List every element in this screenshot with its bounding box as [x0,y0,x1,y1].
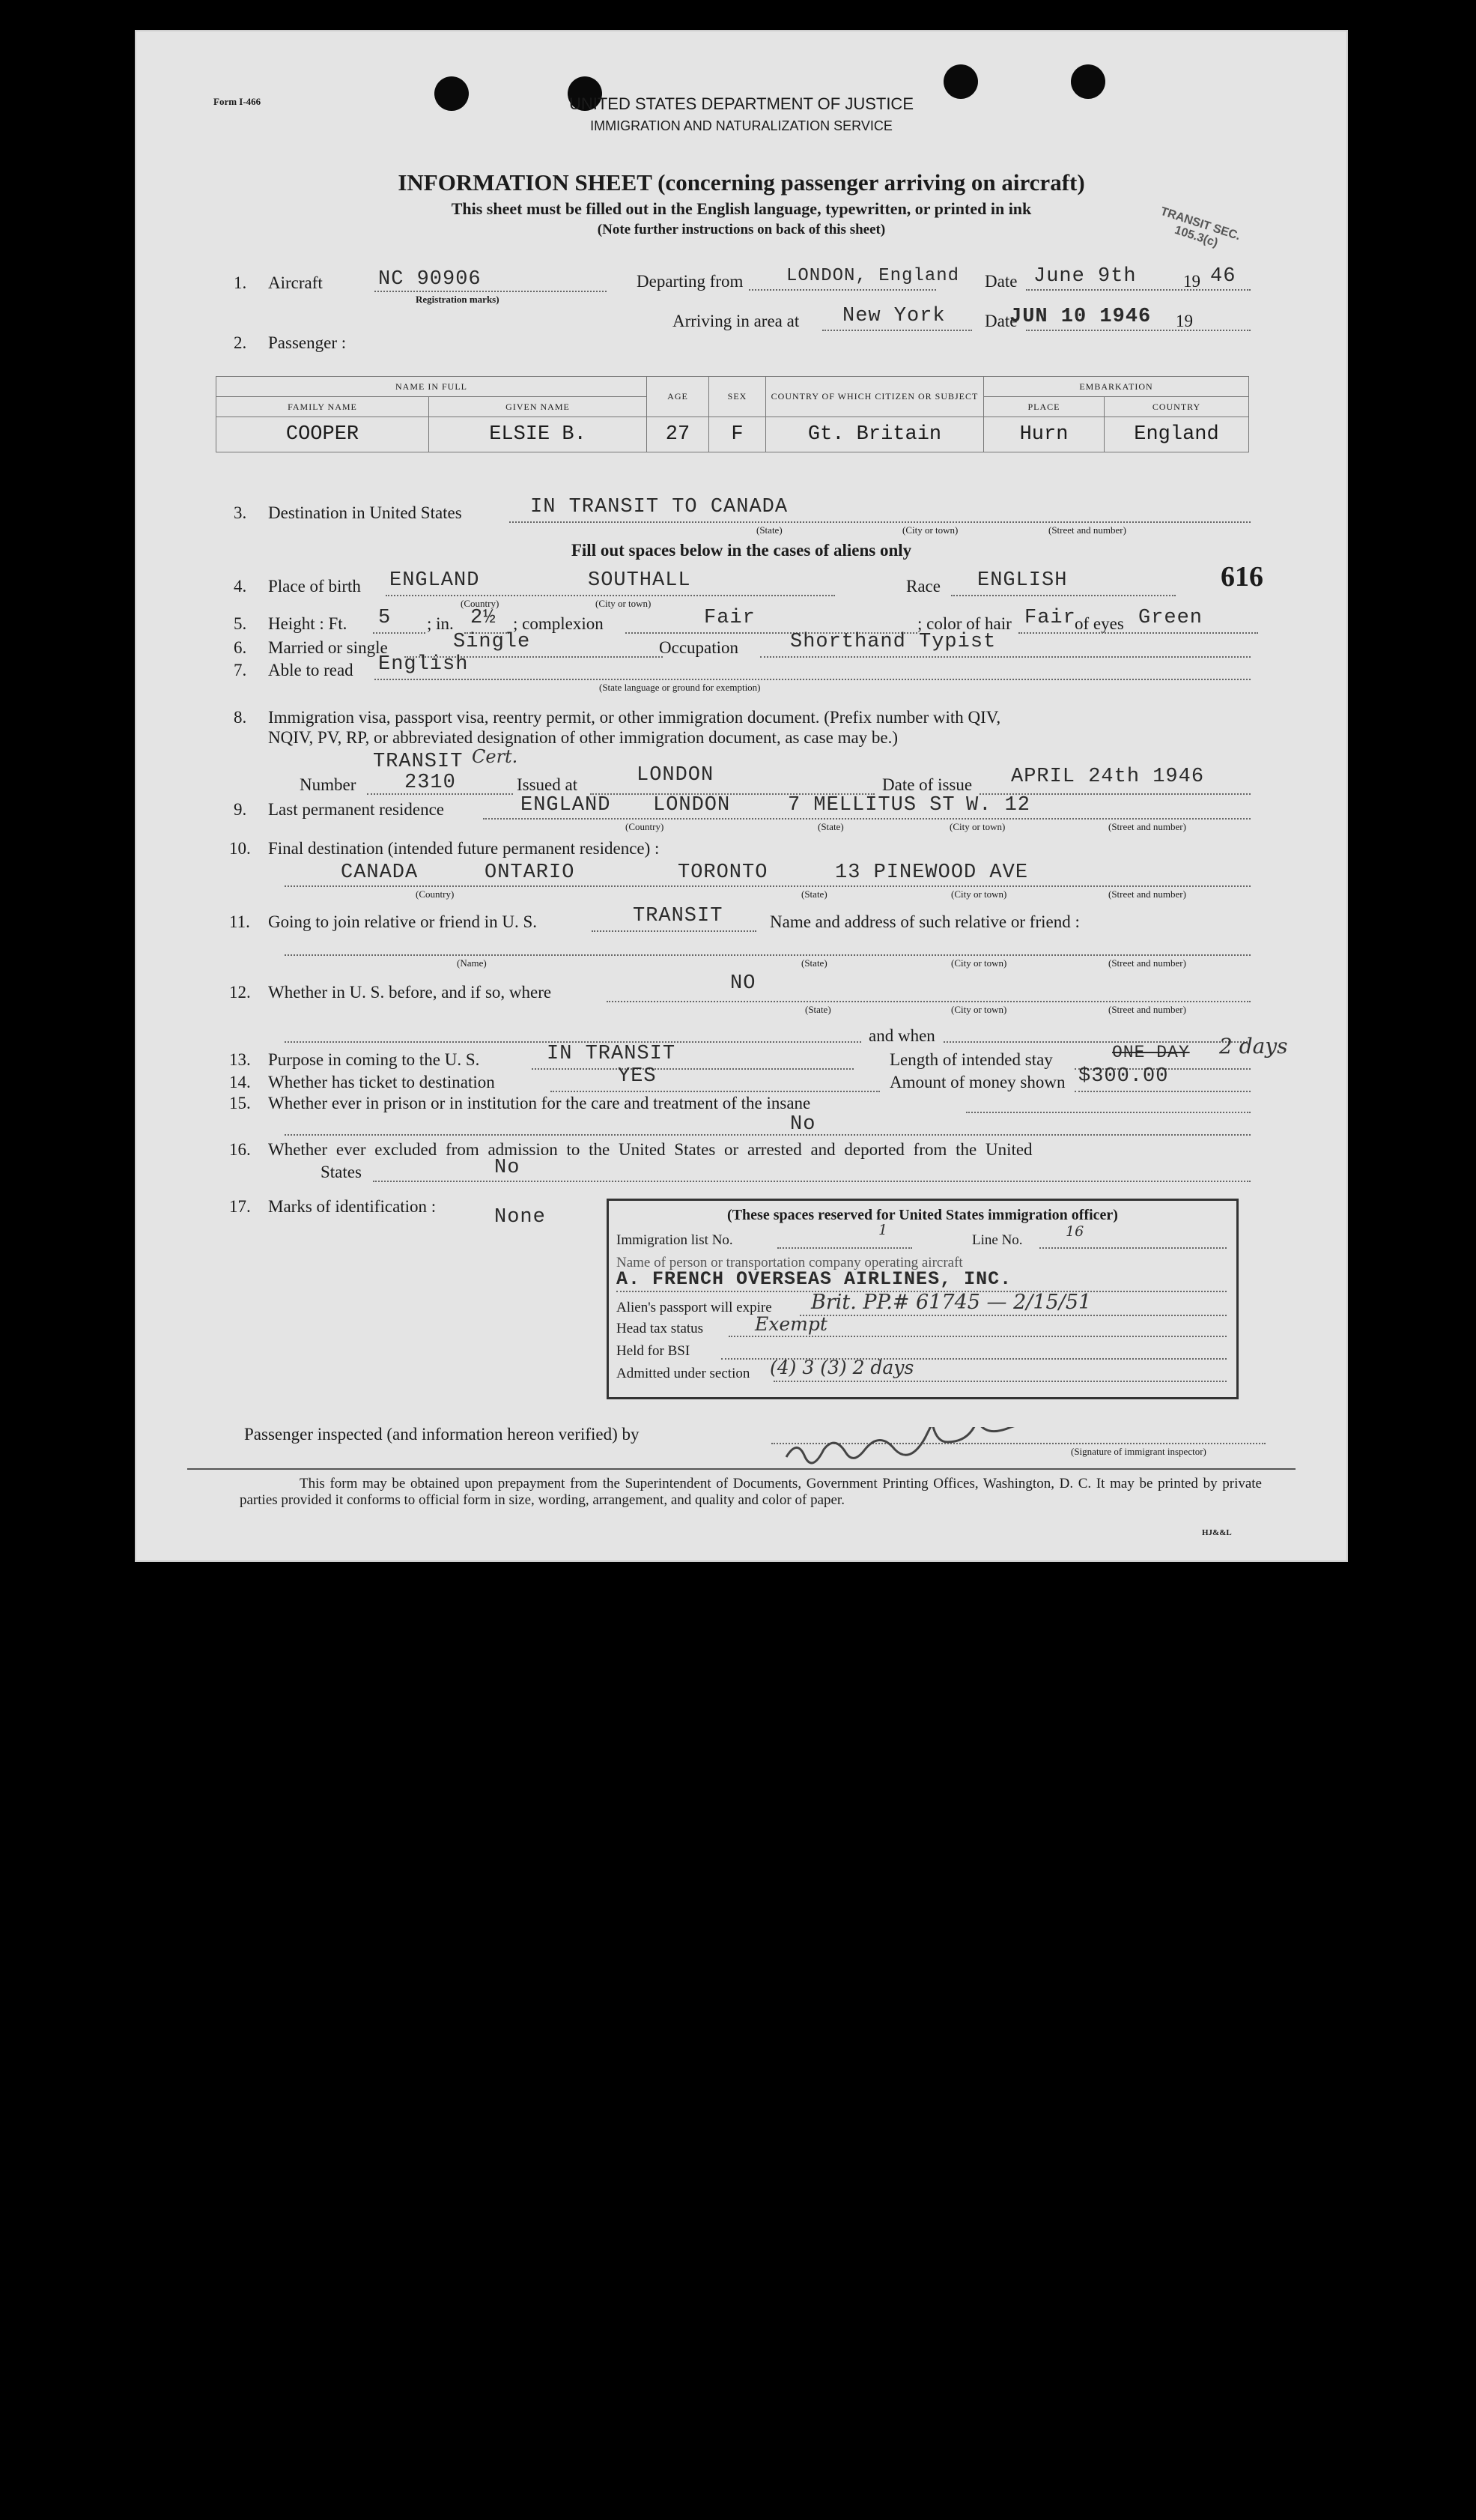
table-row [216,417,1249,452]
form-note: (Note further instructions on back of this sheet) [597,222,886,237]
final-city-value: TORONTO [678,861,768,884]
item-number: 16. [229,1140,251,1159]
street-caption: (Street and number) [1048,524,1126,536]
document-text-2: NQIV, PV, RP, or abbreviated designation of other immigration document, as case may be.) [268,728,899,747]
final-destination-label: Final destination (intended future permanent residence) : [268,839,660,858]
race-value: ENGLISH [977,569,1068,592]
place-cell: Hurn [984,417,1105,452]
citizenship-cell: Gt. Britain [766,417,984,452]
city-caption: (City or town) [951,1004,1007,1015]
field-line [386,595,835,596]
list-no-value: 1 [878,1222,888,1238]
state-caption: (State) [805,1004,831,1015]
residence-country-value: ENGLAND [520,794,611,817]
sex-cell: F [709,417,766,452]
join-relative-value: TRANSIT [633,905,723,927]
form-subtitle: This sheet must be filled out in the English language, typewritten, or printed in ink [451,199,1032,218]
purpose-label: Purpose in coming to the U. S. [268,1050,480,1069]
departing-label: Departing from [637,272,744,291]
identification-value: None [494,1206,546,1229]
item-number: 10. [229,839,251,858]
line-no-label: Line No. [972,1232,1023,1248]
item-number: 6. [234,638,247,657]
embarkation-country-cell: England [1105,417,1249,452]
state-caption: (State) [801,957,827,969]
field-line [760,656,1251,658]
item-number: 4. [234,577,247,596]
family-name-header: FAMILY NAME [216,397,429,417]
admitted-value: (4) 3 (3) 2 days [770,1357,914,1378]
admitted-label: Admitted under section [616,1366,750,1381]
year-value: 46 [1210,265,1236,288]
date-of-issue-value: APRIL 24th 1946 [1011,766,1205,788]
prison-label: Whether ever in prison or in institution for the care and treatment of the insane [268,1094,811,1112]
excluded-value: No [494,1157,520,1179]
field-line [1026,289,1251,291]
street-caption: (Street and number) [1108,1004,1186,1015]
previous-visit-value: NO [730,972,756,995]
complexion-label: ; complexion [513,614,604,633]
document-number-value: 2310 [404,772,456,794]
eyes-value: Green [1138,607,1203,629]
departing-value: LONDON, England [786,266,960,286]
field-line [774,1381,1227,1382]
field-line [285,1134,1251,1136]
field-line [1026,330,1251,331]
identification-label: Marks of identification : [268,1197,437,1216]
year2-prefix: 19 [1176,312,1193,330]
item-number: 14. [229,1073,251,1091]
company-label: Name of person or transportation company operating aircraft [616,1255,963,1270]
field-line [607,1001,1251,1002]
field-line [483,818,1251,820]
page-mark: 616 [1221,561,1263,593]
aircraft-value: NC 90906 [378,268,482,291]
height-feet-value: 5 [378,607,392,629]
name-caption: (Name) [457,957,487,969]
item-number: 7. [234,661,247,679]
field-line [532,1068,854,1070]
age-cell: 27 [647,417,709,452]
prison-value: No [790,1113,816,1136]
field-line [1075,1091,1251,1092]
date2-label: Date [985,312,1018,330]
purpose-value: IN TRANSIT [547,1043,676,1065]
item-number: 3. [234,503,247,522]
state-caption: (State) [801,888,827,900]
officer-box-heading: (These spaces reserved for United States immigration officer) [727,1207,1118,1223]
item-number: 12. [229,983,251,1002]
line-no-value: 16 [1066,1223,1084,1240]
item-number: 5. [234,614,247,633]
document-type-handwritten: Cert. [472,746,518,767]
issued-at-label: Issued at [517,775,578,794]
city-caption: (City or town) [950,821,1006,832]
arriving-label: Arriving in area at [672,312,800,330]
race-label: Race [906,577,941,596]
residence-label: Last permanent residence [268,800,444,819]
footer-code: HJ&&L [1202,1528,1232,1537]
ticket-value: YES [618,1065,657,1088]
marital-value: Single [453,631,531,653]
eyes-label: of eyes [1075,614,1124,633]
join-relative-label: Going to join relative or friend in U. S. [268,912,537,931]
footer-divider [187,1468,1296,1470]
field-line [800,1315,1227,1316]
final-street-value: 13 PINEWOOD AVE [835,861,1029,884]
height-inches-value: 2½ [470,607,496,629]
street-caption: (Street and number) [1108,888,1186,900]
embarkation-country-header: COUNTRY [1105,397,1249,417]
given-name-header: GIVEN NAME [429,397,647,417]
date-of-issue-label: Date of issue [882,775,973,794]
residence-city-value: LONDON [653,794,731,817]
service-header: IMMIGRATION AND NATURALIZATION SERVICE [590,118,893,133]
department-header: UNITED STATES DEPARTMENT OF JUSTICE [568,94,914,113]
birthplace-label: Place of birth [268,577,361,596]
destination-label: Destination in United States [268,503,462,522]
city-caption: (City or town) [902,524,959,536]
number-label: Number [300,775,356,794]
state-caption: (State) [756,524,783,536]
item-number: 11. [229,912,250,931]
field-line [550,1091,880,1092]
inspected-label: Passenger inspected (and information hereon verified) by [244,1425,640,1444]
field-line [592,930,756,932]
year-prefix: 19 [1183,272,1200,291]
money-label: Amount of money shown [890,1073,1066,1091]
hair-value: Fair [1024,607,1076,629]
document-type-value: TRANSIT [373,751,464,773]
field-line [1018,632,1258,634]
marital-label: Married or single [268,638,388,657]
when-label: and when [869,1026,935,1045]
complexion-value: Fair [704,607,756,629]
company-value: A. FRENCH OVERSEAS AIRLINES, INC. [616,1268,1012,1290]
stay-value: ONE DAY [1112,1043,1190,1062]
arriving-value: New York [842,305,946,327]
item-number: 8. [234,708,247,727]
item-number: 15. [229,1094,251,1112]
occupation-label: Occupation [659,638,739,657]
height-label: Height : Ft. [268,614,347,633]
embarkation-header: EMBARKATION [984,377,1249,397]
residence-street-value: 7 MELLITUS ST [788,794,956,817]
form-page [135,30,1348,1562]
passenger-label: Passenger : [268,333,347,352]
field-line [822,330,972,331]
passport-label: Alien's passport will expire [616,1300,772,1315]
field-line [777,1247,912,1249]
field-line [373,1181,1251,1182]
date-label: Date [985,272,1018,291]
country-caption: (Country) [461,598,499,609]
aircraft-label: Aircraft [268,273,323,292]
read-value: English [378,653,469,676]
city-caption: (City or town) [951,888,1007,900]
country-caption: (Country) [416,888,455,900]
field-line [509,521,1251,523]
item-number: 2. [234,333,247,352]
previous-visit-label: Whether in U. S. before, and if so, where [268,983,552,1002]
aliens-heading: Fill out spaces below in the cases of aliens only [571,541,912,560]
issued-at-value: LONDON [637,764,714,787]
field-line [966,1112,1251,1113]
place-header: PLACE [984,397,1105,417]
age-header: AGE [647,377,709,417]
field-line [285,954,1251,956]
field-line [729,1336,1227,1337]
form-number: Form I-466 [213,96,261,107]
birth-country-value: ENGLAND [389,569,480,592]
city-caption: (City or town) [595,598,652,609]
field-line [944,1041,1251,1043]
money-value: $300.00 [1078,1065,1169,1088]
head-tax-label: Head tax status [616,1321,704,1336]
passport-value: Brit. PP.# 61745 — 2/15/51 [811,1291,1092,1314]
head-tax-value: Exempt [755,1313,827,1335]
family-name-cell: COOPER [216,417,429,452]
street-caption: (Street and number) [1108,957,1186,969]
field-line [1039,1247,1227,1249]
city-caption: (City or town) [951,957,1007,969]
field-line [951,595,1176,596]
footer-note: This form may be obtained upon prepayment from the Superintendent of Documents, Government Printing Offices, Washington, D. C. It may be printed by private parties provided it conforms to official form in size, wording, arrangement, and quality and color of paper. [240,1476,1262,1508]
document-text-1: Immigration visa, passport visa, reentry permit, or other immigration document. (Prefix number with QIV, [268,708,1001,727]
field-line [373,632,425,634]
sex-header: SEX [709,377,766,417]
citizenship-header: COUNTRY OF WHICH CITIZEN OR SUBJECT [766,377,984,417]
date-value: June 9th [1033,265,1137,288]
arrival-date-stamp: JUN 10 1946 [1009,306,1152,328]
item-number: 17. [229,1197,251,1216]
field-line [374,679,1251,680]
hair-label: ; color of hair [917,614,1012,633]
excluded-label-2: States [321,1163,362,1181]
bsi-label: Held for BSI [616,1343,690,1359]
name-in-full-header: NAME IN FULL [216,377,647,397]
stay-handwritten: 2 days [1219,1034,1288,1058]
signature-caption: (Signature of immigrant inspector) [1071,1446,1206,1457]
occupation-value: Shorthand Typist [790,631,997,653]
destination-value: IN TRANSIT TO CANADA [530,496,789,518]
country-caption: (Country) [625,821,664,832]
residence-zone-value: W. 12 [966,794,1031,817]
inches-label: ; in. [427,614,454,633]
item-number: 1. [234,273,247,292]
form-title: INFORMATION SHEET (concerning passenger arriving on aircraft) [398,169,1085,196]
list-no-label: Immigration list No. [616,1232,733,1248]
birth-city-value: SOUTHALL [588,569,691,592]
state-caption: (State) [818,821,844,832]
read-label: Able to read [268,661,353,679]
officer-box [607,1199,1239,1399]
ticket-label: Whether has ticket to destination [268,1073,495,1091]
stay-label: Length of intended stay [890,1050,1053,1069]
language-caption: (State language or ground for exemption) [599,682,761,693]
item-number: 9. [234,800,247,819]
field-line [749,289,936,291]
street-caption: (Street and number) [1108,821,1186,832]
final-country-value: CANADA [341,861,419,884]
given-name-cell: ELSIE B. [429,417,647,452]
field-line [285,885,1251,887]
registration-caption: Registration marks) [416,294,499,305]
transit-stamp: TRANSIT SEC. 105.3(c) [1158,205,1242,250]
excluded-label: Whether ever excluded from admission to the United States or arrested and deported from the United [268,1140,1033,1159]
passenger-table [216,376,1249,452]
item-number: 13. [229,1050,251,1069]
relative-address-label: Name and address of such relative or friend : [770,912,1080,931]
field-line [374,291,607,292]
final-state-value: ONTARIO [485,861,575,884]
